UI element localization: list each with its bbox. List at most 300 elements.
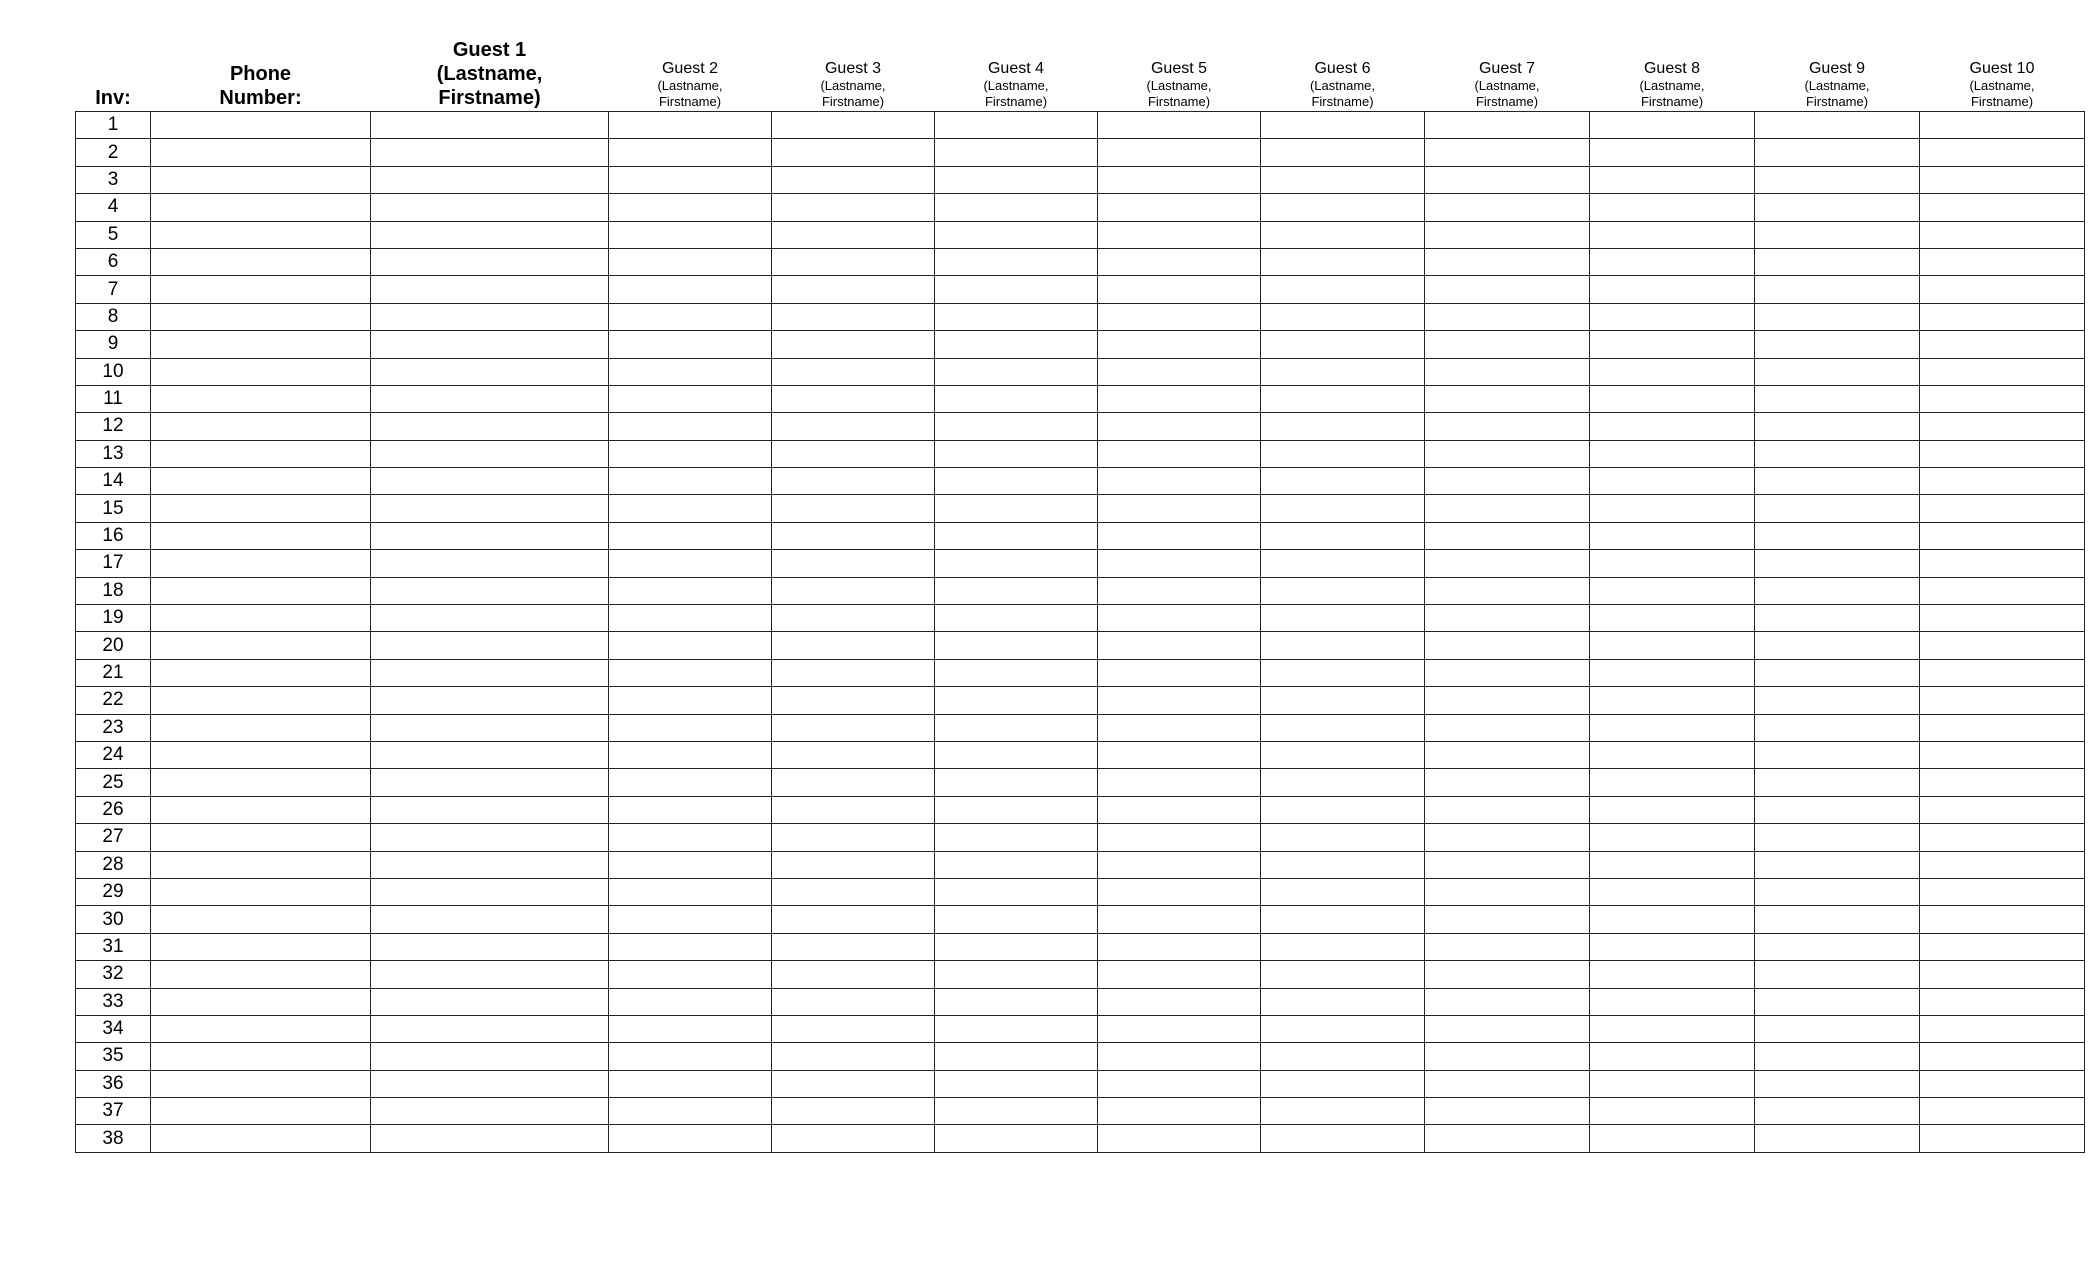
- phone-cell[interactable]: [151, 933, 371, 960]
- guest-6-cell[interactable]: [1261, 139, 1425, 166]
- guest-10-cell[interactable]: [1920, 824, 2085, 851]
- guest-4-cell[interactable]: [935, 1098, 1098, 1125]
- phone-cell[interactable]: [151, 741, 371, 768]
- guest-5-cell[interactable]: [1098, 440, 1261, 467]
- guest-10-cell[interactable]: [1920, 961, 2085, 988]
- guest-7-cell[interactable]: [1425, 1098, 1590, 1125]
- guest-6-cell[interactable]: [1261, 659, 1425, 686]
- guest-7-cell[interactable]: [1425, 741, 1590, 768]
- guest-3-cell[interactable]: [772, 468, 935, 495]
- guest-2-cell[interactable]: [609, 194, 772, 221]
- guest-10-cell[interactable]: [1920, 933, 2085, 960]
- guest-6-cell[interactable]: [1261, 796, 1425, 823]
- guest-1-cell[interactable]: [371, 358, 609, 385]
- guest-4-cell[interactable]: [935, 248, 1098, 275]
- guest-3-cell[interactable]: [772, 632, 935, 659]
- guest-8-cell[interactable]: [1590, 1070, 1755, 1097]
- guest-9-cell[interactable]: [1755, 221, 1920, 248]
- guest-8-cell[interactable]: [1590, 276, 1755, 303]
- guest-4-cell[interactable]: [935, 851, 1098, 878]
- guest-8-cell[interactable]: [1590, 522, 1755, 549]
- guest-4-cell[interactable]: [935, 468, 1098, 495]
- guest-9-cell[interactable]: [1755, 906, 1920, 933]
- guest-8-cell[interactable]: [1590, 605, 1755, 632]
- guest-3-cell[interactable]: [772, 139, 935, 166]
- guest-10-cell[interactable]: [1920, 276, 2085, 303]
- guest-8-cell[interactable]: [1590, 988, 1755, 1015]
- guest-4-cell[interactable]: [935, 961, 1098, 988]
- guest-5-cell[interactable]: [1098, 413, 1261, 440]
- guest-4-cell[interactable]: [935, 522, 1098, 549]
- guest-7-cell[interactable]: [1425, 248, 1590, 275]
- guest-3-cell[interactable]: [772, 933, 935, 960]
- phone-cell[interactable]: [151, 851, 371, 878]
- guest-5-cell[interactable]: [1098, 495, 1261, 522]
- guest-4-cell[interactable]: [935, 440, 1098, 467]
- guest-4-cell[interactable]: [935, 605, 1098, 632]
- guest-3-cell[interactable]: [772, 221, 935, 248]
- guest-7-cell[interactable]: [1425, 385, 1590, 412]
- guest-1-cell[interactable]: [371, 166, 609, 193]
- guest-1-cell[interactable]: [371, 796, 609, 823]
- guest-8-cell[interactable]: [1590, 1043, 1755, 1070]
- guest-4-cell[interactable]: [935, 194, 1098, 221]
- guest-8-cell[interactable]: [1590, 824, 1755, 851]
- phone-cell[interactable]: [151, 440, 371, 467]
- guest-4-cell[interactable]: [935, 632, 1098, 659]
- guest-9-cell[interactable]: [1755, 878, 1920, 905]
- guest-7-cell[interactable]: [1425, 988, 1590, 1015]
- guest-3-cell[interactable]: [772, 1098, 935, 1125]
- guest-5-cell[interactable]: [1098, 824, 1261, 851]
- guest-9-cell[interactable]: [1755, 714, 1920, 741]
- guest-6-cell[interactable]: [1261, 495, 1425, 522]
- guest-10-cell[interactable]: [1920, 769, 2085, 796]
- guest-3-cell[interactable]: [772, 714, 935, 741]
- guest-6-cell[interactable]: [1261, 1125, 1425, 1152]
- guest-9-cell[interactable]: [1755, 796, 1920, 823]
- guest-2-cell[interactable]: [609, 605, 772, 632]
- guest-10-cell[interactable]: [1920, 303, 2085, 330]
- guest-5-cell[interactable]: [1098, 878, 1261, 905]
- guest-4-cell[interactable]: [935, 824, 1098, 851]
- guest-7-cell[interactable]: [1425, 906, 1590, 933]
- guest-10-cell[interactable]: [1920, 577, 2085, 604]
- guest-7-cell[interactable]: [1425, 933, 1590, 960]
- guest-3-cell[interactable]: [772, 577, 935, 604]
- guest-1-cell[interactable]: [371, 385, 609, 412]
- guest-10-cell[interactable]: [1920, 495, 2085, 522]
- guest-9-cell[interactable]: [1755, 824, 1920, 851]
- guest-4-cell[interactable]: [935, 796, 1098, 823]
- guest-10-cell[interactable]: [1920, 906, 2085, 933]
- guest-4-cell[interactable]: [935, 303, 1098, 330]
- guest-3-cell[interactable]: [772, 495, 935, 522]
- guest-7-cell[interactable]: [1425, 605, 1590, 632]
- guest-6-cell[interactable]: [1261, 741, 1425, 768]
- guest-2-cell[interactable]: [609, 522, 772, 549]
- guest-5-cell[interactable]: [1098, 961, 1261, 988]
- guest-1-cell[interactable]: [371, 522, 609, 549]
- phone-cell[interactable]: [151, 714, 371, 741]
- guest-10-cell[interactable]: [1920, 358, 2085, 385]
- guest-1-cell[interactable]: [371, 331, 609, 358]
- guest-10-cell[interactable]: [1920, 632, 2085, 659]
- guest-5-cell[interactable]: [1098, 577, 1261, 604]
- guest-10-cell[interactable]: [1920, 440, 2085, 467]
- guest-9-cell[interactable]: [1755, 522, 1920, 549]
- guest-9-cell[interactable]: [1755, 194, 1920, 221]
- phone-cell[interactable]: [151, 1098, 371, 1125]
- guest-6-cell[interactable]: [1261, 577, 1425, 604]
- guest-5-cell[interactable]: [1098, 385, 1261, 412]
- guest-7-cell[interactable]: [1425, 851, 1590, 878]
- guest-6-cell[interactable]: [1261, 276, 1425, 303]
- guest-9-cell[interactable]: [1755, 988, 1920, 1015]
- guest-9-cell[interactable]: [1755, 166, 1920, 193]
- guest-2-cell[interactable]: [609, 769, 772, 796]
- guest-1-cell[interactable]: [371, 112, 609, 139]
- guest-8-cell[interactable]: [1590, 741, 1755, 768]
- guest-10-cell[interactable]: [1920, 851, 2085, 878]
- guest-5-cell[interactable]: [1098, 659, 1261, 686]
- guest-2-cell[interactable]: [609, 1043, 772, 1070]
- phone-cell[interactable]: [151, 1070, 371, 1097]
- guest-3-cell[interactable]: [772, 878, 935, 905]
- guest-3-cell[interactable]: [772, 303, 935, 330]
- phone-cell[interactable]: [151, 468, 371, 495]
- guest-10-cell[interactable]: [1920, 385, 2085, 412]
- phone-cell[interactable]: [151, 303, 371, 330]
- guest-6-cell[interactable]: [1261, 824, 1425, 851]
- guest-9-cell[interactable]: [1755, 659, 1920, 686]
- guest-5-cell[interactable]: [1098, 988, 1261, 1015]
- phone-cell[interactable]: [151, 248, 371, 275]
- guest-10-cell[interactable]: [1920, 1098, 2085, 1125]
- guest-6-cell[interactable]: [1261, 961, 1425, 988]
- phone-cell[interactable]: [151, 495, 371, 522]
- guest-2-cell[interactable]: [609, 550, 772, 577]
- guest-6-cell[interactable]: [1261, 988, 1425, 1015]
- guest-4-cell[interactable]: [935, 988, 1098, 1015]
- guest-3-cell[interactable]: [772, 1070, 935, 1097]
- guest-1-cell[interactable]: [371, 440, 609, 467]
- guest-8-cell[interactable]: [1590, 468, 1755, 495]
- guest-5-cell[interactable]: [1098, 276, 1261, 303]
- guest-6-cell[interactable]: [1261, 522, 1425, 549]
- guest-5-cell[interactable]: [1098, 1015, 1261, 1042]
- guest-5-cell[interactable]: [1098, 796, 1261, 823]
- guest-9-cell[interactable]: [1755, 248, 1920, 275]
- guest-1-cell[interactable]: [371, 303, 609, 330]
- guest-5-cell[interactable]: [1098, 194, 1261, 221]
- guest-10-cell[interactable]: [1920, 988, 2085, 1015]
- guest-9-cell[interactable]: [1755, 577, 1920, 604]
- guest-5-cell[interactable]: [1098, 605, 1261, 632]
- guest-8-cell[interactable]: [1590, 769, 1755, 796]
- guest-10-cell[interactable]: [1920, 1043, 2085, 1070]
- guest-1-cell[interactable]: [371, 878, 609, 905]
- guest-2-cell[interactable]: [609, 468, 772, 495]
- guest-1-cell[interactable]: [371, 659, 609, 686]
- guest-4-cell[interactable]: [935, 878, 1098, 905]
- guest-10-cell[interactable]: [1920, 659, 2085, 686]
- guest-7-cell[interactable]: [1425, 769, 1590, 796]
- guest-10-cell[interactable]: [1920, 1070, 2085, 1097]
- guest-9-cell[interactable]: [1755, 440, 1920, 467]
- guest-7-cell[interactable]: [1425, 1070, 1590, 1097]
- guest-3-cell[interactable]: [772, 906, 935, 933]
- guest-5-cell[interactable]: [1098, 1098, 1261, 1125]
- guest-10-cell[interactable]: [1920, 139, 2085, 166]
- guest-5-cell[interactable]: [1098, 139, 1261, 166]
- guest-5-cell[interactable]: [1098, 632, 1261, 659]
- guest-8-cell[interactable]: [1590, 1098, 1755, 1125]
- guest-3-cell[interactable]: [772, 1015, 935, 1042]
- guest-3-cell[interactable]: [772, 796, 935, 823]
- guest-10-cell[interactable]: [1920, 221, 2085, 248]
- guest-2-cell[interactable]: [609, 687, 772, 714]
- guest-9-cell[interactable]: [1755, 550, 1920, 577]
- guest-4-cell[interactable]: [935, 495, 1098, 522]
- guest-6-cell[interactable]: [1261, 194, 1425, 221]
- guest-1-cell[interactable]: [371, 632, 609, 659]
- guest-8-cell[interactable]: [1590, 577, 1755, 604]
- guest-5-cell[interactable]: [1098, 1125, 1261, 1152]
- guest-1-cell[interactable]: [371, 495, 609, 522]
- guest-8-cell[interactable]: [1590, 248, 1755, 275]
- guest-5-cell[interactable]: [1098, 468, 1261, 495]
- guest-10-cell[interactable]: [1920, 550, 2085, 577]
- guest-7-cell[interactable]: [1425, 824, 1590, 851]
- guest-5-cell[interactable]: [1098, 741, 1261, 768]
- guest-9-cell[interactable]: [1755, 961, 1920, 988]
- guest-7-cell[interactable]: [1425, 632, 1590, 659]
- phone-cell[interactable]: [151, 221, 371, 248]
- guest-4-cell[interactable]: [935, 769, 1098, 796]
- guest-2-cell[interactable]: [609, 221, 772, 248]
- guest-7-cell[interactable]: [1425, 550, 1590, 577]
- guest-4-cell[interactable]: [935, 331, 1098, 358]
- phone-cell[interactable]: [151, 112, 371, 139]
- phone-cell[interactable]: [151, 522, 371, 549]
- guest-3-cell[interactable]: [772, 769, 935, 796]
- guest-3-cell[interactable]: [772, 112, 935, 139]
- guest-1-cell[interactable]: [371, 961, 609, 988]
- guest-5-cell[interactable]: [1098, 303, 1261, 330]
- guest-8-cell[interactable]: [1590, 714, 1755, 741]
- guest-9-cell[interactable]: [1755, 687, 1920, 714]
- guest-5-cell[interactable]: [1098, 331, 1261, 358]
- guest-6-cell[interactable]: [1261, 933, 1425, 960]
- guest-6-cell[interactable]: [1261, 248, 1425, 275]
- guest-1-cell[interactable]: [371, 741, 609, 768]
- guest-1-cell[interactable]: [371, 139, 609, 166]
- guest-5-cell[interactable]: [1098, 769, 1261, 796]
- guest-6-cell[interactable]: [1261, 906, 1425, 933]
- guest-10-cell[interactable]: [1920, 194, 2085, 221]
- guest-6-cell[interactable]: [1261, 385, 1425, 412]
- guest-5-cell[interactable]: [1098, 1070, 1261, 1097]
- guest-3-cell[interactable]: [772, 605, 935, 632]
- guest-10-cell[interactable]: [1920, 1125, 2085, 1152]
- guest-6-cell[interactable]: [1261, 303, 1425, 330]
- guest-9-cell[interactable]: [1755, 413, 1920, 440]
- guest-10-cell[interactable]: [1920, 796, 2085, 823]
- guest-6-cell[interactable]: [1261, 440, 1425, 467]
- guest-1-cell[interactable]: [371, 194, 609, 221]
- guest-8-cell[interactable]: [1590, 358, 1755, 385]
- guest-6-cell[interactable]: [1261, 687, 1425, 714]
- guest-2-cell[interactable]: [609, 824, 772, 851]
- guest-2-cell[interactable]: [609, 385, 772, 412]
- guest-6-cell[interactable]: [1261, 331, 1425, 358]
- phone-cell[interactable]: [151, 659, 371, 686]
- guest-10-cell[interactable]: [1920, 522, 2085, 549]
- guest-7-cell[interactable]: [1425, 166, 1590, 193]
- guest-6-cell[interactable]: [1261, 1043, 1425, 1070]
- guest-1-cell[interactable]: [371, 851, 609, 878]
- guest-2-cell[interactable]: [609, 139, 772, 166]
- guest-6-cell[interactable]: [1261, 1098, 1425, 1125]
- guest-1-cell[interactable]: [371, 550, 609, 577]
- guest-8-cell[interactable]: [1590, 385, 1755, 412]
- guest-9-cell[interactable]: [1755, 632, 1920, 659]
- guest-3-cell[interactable]: [772, 824, 935, 851]
- phone-cell[interactable]: [151, 878, 371, 905]
- guest-2-cell[interactable]: [609, 276, 772, 303]
- guest-9-cell[interactable]: [1755, 139, 1920, 166]
- guest-9-cell[interactable]: [1755, 468, 1920, 495]
- guest-9-cell[interactable]: [1755, 1125, 1920, 1152]
- guest-1-cell[interactable]: [371, 1125, 609, 1152]
- guest-7-cell[interactable]: [1425, 878, 1590, 905]
- guest-2-cell[interactable]: [609, 166, 772, 193]
- guest-2-cell[interactable]: [609, 659, 772, 686]
- guest-8-cell[interactable]: [1590, 495, 1755, 522]
- guest-4-cell[interactable]: [935, 687, 1098, 714]
- guest-7-cell[interactable]: [1425, 413, 1590, 440]
- guest-10-cell[interactable]: [1920, 468, 2085, 495]
- guest-9-cell[interactable]: [1755, 741, 1920, 768]
- phone-cell[interactable]: [151, 550, 371, 577]
- guest-9-cell[interactable]: [1755, 385, 1920, 412]
- guest-2-cell[interactable]: [609, 112, 772, 139]
- guest-4-cell[interactable]: [935, 906, 1098, 933]
- guest-2-cell[interactable]: [609, 988, 772, 1015]
- guest-4-cell[interactable]: [935, 577, 1098, 604]
- phone-cell[interactable]: [151, 1125, 371, 1152]
- guest-9-cell[interactable]: [1755, 331, 1920, 358]
- guest-3-cell[interactable]: [772, 659, 935, 686]
- guest-9-cell[interactable]: [1755, 1015, 1920, 1042]
- guest-1-cell[interactable]: [371, 1098, 609, 1125]
- guest-2-cell[interactable]: [609, 1098, 772, 1125]
- guest-1-cell[interactable]: [371, 933, 609, 960]
- guest-8-cell[interactable]: [1590, 139, 1755, 166]
- guest-6-cell[interactable]: [1261, 468, 1425, 495]
- phone-cell[interactable]: [151, 824, 371, 851]
- guest-3-cell[interactable]: [772, 276, 935, 303]
- guest-9-cell[interactable]: [1755, 303, 1920, 330]
- guest-1-cell[interactable]: [371, 221, 609, 248]
- guest-4-cell[interactable]: [935, 659, 1098, 686]
- guest-3-cell[interactable]: [772, 851, 935, 878]
- guest-4-cell[interactable]: [935, 1070, 1098, 1097]
- guest-3-cell[interactable]: [772, 385, 935, 412]
- guest-2-cell[interactable]: [609, 933, 772, 960]
- guest-2-cell[interactable]: [609, 878, 772, 905]
- guest-3-cell[interactable]: [772, 331, 935, 358]
- guest-1-cell[interactable]: [371, 413, 609, 440]
- guest-5-cell[interactable]: [1098, 112, 1261, 139]
- guest-8-cell[interactable]: [1590, 1125, 1755, 1152]
- guest-4-cell[interactable]: [935, 714, 1098, 741]
- phone-cell[interactable]: [151, 687, 371, 714]
- guest-5-cell[interactable]: [1098, 248, 1261, 275]
- guest-1-cell[interactable]: [371, 769, 609, 796]
- guest-7-cell[interactable]: [1425, 303, 1590, 330]
- guest-8-cell[interactable]: [1590, 194, 1755, 221]
- guest-1-cell[interactable]: [371, 276, 609, 303]
- guest-5-cell[interactable]: [1098, 358, 1261, 385]
- guest-7-cell[interactable]: [1425, 1015, 1590, 1042]
- guest-2-cell[interactable]: [609, 796, 772, 823]
- guest-6-cell[interactable]: [1261, 550, 1425, 577]
- phone-cell[interactable]: [151, 139, 371, 166]
- guest-2-cell[interactable]: [609, 495, 772, 522]
- phone-cell[interactable]: [151, 961, 371, 988]
- guest-5-cell[interactable]: [1098, 906, 1261, 933]
- guest-9-cell[interactable]: [1755, 1098, 1920, 1125]
- guest-5-cell[interactable]: [1098, 687, 1261, 714]
- guest-5-cell[interactable]: [1098, 933, 1261, 960]
- guest-1-cell[interactable]: [371, 687, 609, 714]
- guest-2-cell[interactable]: [609, 1125, 772, 1152]
- guest-4-cell[interactable]: [935, 741, 1098, 768]
- phone-cell[interactable]: [151, 331, 371, 358]
- guest-8-cell[interactable]: [1590, 961, 1755, 988]
- guest-8-cell[interactable]: [1590, 221, 1755, 248]
- guest-8-cell[interactable]: [1590, 687, 1755, 714]
- phone-cell[interactable]: [151, 988, 371, 1015]
- guest-8-cell[interactable]: [1590, 1015, 1755, 1042]
- guest-10-cell[interactable]: [1920, 741, 2085, 768]
- guest-6-cell[interactable]: [1261, 714, 1425, 741]
- guest-7-cell[interactable]: [1425, 468, 1590, 495]
- phone-cell[interactable]: [151, 769, 371, 796]
- guest-6-cell[interactable]: [1261, 1070, 1425, 1097]
- guest-6-cell[interactable]: [1261, 878, 1425, 905]
- guest-9-cell[interactable]: [1755, 1070, 1920, 1097]
- guest-7-cell[interactable]: [1425, 276, 1590, 303]
- guest-3-cell[interactable]: [772, 550, 935, 577]
- guest-7-cell[interactable]: [1425, 961, 1590, 988]
- phone-cell[interactable]: [151, 276, 371, 303]
- guest-3-cell[interactable]: [772, 961, 935, 988]
- guest-6-cell[interactable]: [1261, 851, 1425, 878]
- guest-2-cell[interactable]: [609, 906, 772, 933]
- guest-2-cell[interactable]: [609, 632, 772, 659]
- guest-8-cell[interactable]: [1590, 413, 1755, 440]
- phone-cell[interactable]: [151, 413, 371, 440]
- guest-1-cell[interactable]: [371, 714, 609, 741]
- guest-2-cell[interactable]: [609, 961, 772, 988]
- guest-1-cell[interactable]: [371, 577, 609, 604]
- guest-5-cell[interactable]: [1098, 550, 1261, 577]
- guest-9-cell[interactable]: [1755, 112, 1920, 139]
- guest-4-cell[interactable]: [935, 276, 1098, 303]
